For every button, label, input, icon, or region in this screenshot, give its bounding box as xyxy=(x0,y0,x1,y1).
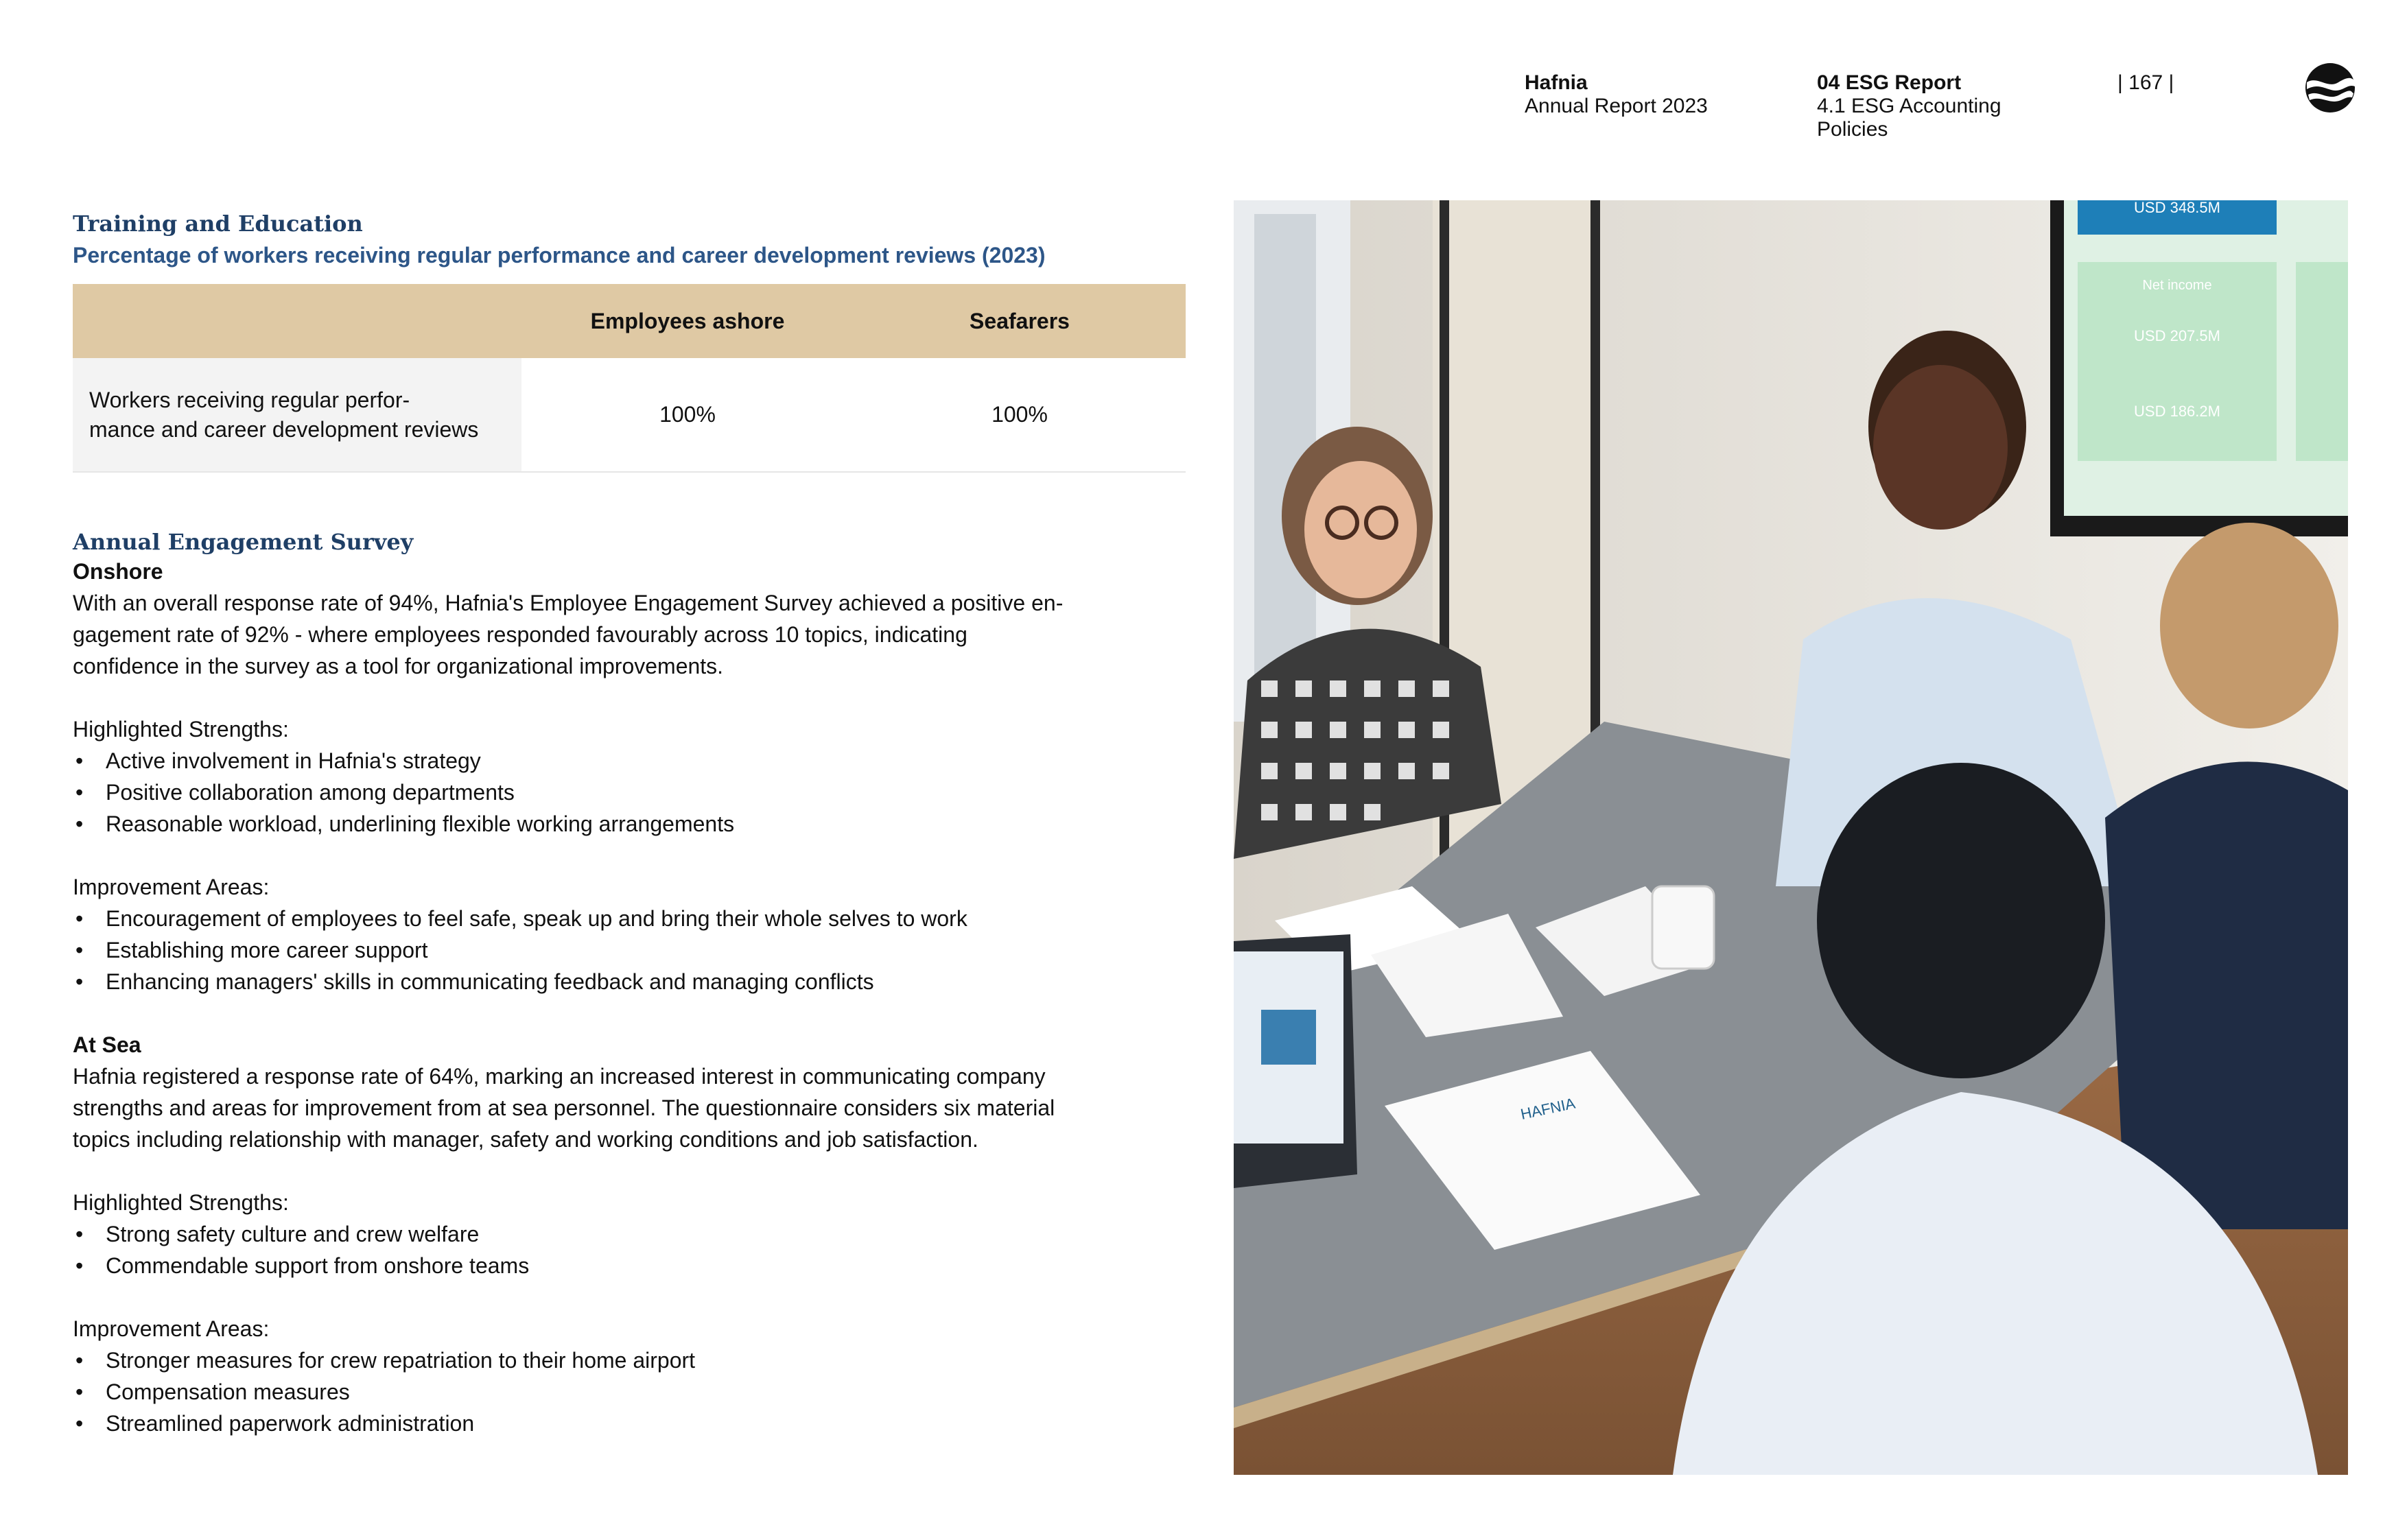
cell-seafarers: 100% xyxy=(854,358,1186,472)
onshore-improvements-list xyxy=(73,903,1198,997)
at-sea-improvements-label: Improvement Areas: xyxy=(73,1316,270,1341)
screen-value-2: USD 186.2M xyxy=(2134,403,2220,420)
header-section xyxy=(1817,71,2023,141)
meeting-photo xyxy=(1234,200,2348,1475)
row-label-line2: mance and career development reviews xyxy=(89,416,479,442)
at-sea-heading: At Sea xyxy=(73,1032,141,1057)
row-label-line1: Workers receiving regular perfor- xyxy=(89,387,410,412)
list-item: • Active involvement in Hafnia's strategy xyxy=(73,745,1198,777)
section-subtitle: 4.1 ESG Accounting Policies xyxy=(1817,95,2001,141)
hafnia-logo-icon xyxy=(2304,62,2356,114)
company-name: Hafnia xyxy=(1525,71,1588,94)
meeting-photo-illustration xyxy=(1234,200,2348,1475)
report-name: Annual Report 2023 xyxy=(1525,95,1708,117)
table-header-seafarers: Seafarers xyxy=(970,308,1070,333)
section-title: 04 ESG Report xyxy=(1817,71,1962,94)
list-item: • Stronger measures for crew repatriation to their home airport xyxy=(73,1344,1198,1376)
onshore-para-line1: With an overall response rate of 94%, Hafnia's Employee Engagement Survey achieved a positive en- xyxy=(73,591,1064,615)
page-number: | 167 | xyxy=(2117,71,2174,94)
at-sea-para-line1: Hafnia registered a response rate of 64%, marking an increased interest in communicating company xyxy=(73,1064,1046,1089)
survey-title: Annual Engagement Survey xyxy=(73,529,414,555)
onshore-strengths-label: Highlighted Strengths: xyxy=(73,717,289,742)
table-row xyxy=(73,358,1186,472)
cell-ashore: 100% xyxy=(521,358,854,472)
at-sea-improvements-list xyxy=(73,1344,1198,1439)
document-brand: HAFNIA xyxy=(1518,1094,1577,1123)
table-header-ashore: Employees ashore xyxy=(590,308,785,333)
onshore-para-line3: confidence in the survey as a tool for organizational improvements. xyxy=(73,654,724,678)
onshore-strengths-list xyxy=(73,745,1198,840)
training-subtitle: Percentage of workers receiving regular performance and career development reviews (2023) xyxy=(73,243,1046,268)
screen-label: Net income xyxy=(2142,278,2212,293)
list-item: • Establishing more career support xyxy=(73,934,1198,966)
at-sea-strengths-label: Highlighted Strengths: xyxy=(73,1190,289,1215)
list-item: • Compensation measures xyxy=(73,1376,1198,1408)
list-item: • Positive collaboration among departments xyxy=(73,777,1198,808)
list-item: • Encouragement of employees to feel safe, speak up and bring their whole selves to work xyxy=(73,903,1198,934)
table-header-empty xyxy=(73,284,521,358)
screen-value-1: USD 207.5M xyxy=(2134,327,2220,344)
list-item: • Commendable support from onshore teams xyxy=(73,1250,1198,1281)
list-item: • Strong safety culture and crew welfare xyxy=(73,1218,1198,1250)
list-item: • Enhancing managers' skills in communicating feedback and managing conflicts xyxy=(73,966,1198,997)
at-sea-para-line2: strengths and areas for improvement from at sea personnel. The questionnaire considers six material xyxy=(73,1095,1055,1120)
list-item: • Streamlined paperwork administration xyxy=(73,1408,1198,1439)
onshore-heading: Onshore xyxy=(73,559,163,584)
table-header-row xyxy=(73,284,1186,358)
at-sea-para-line3: topics including relationship with manager, safety and working conditions and job satisfaction. xyxy=(73,1127,978,1152)
onshore-para-line2: gagement rate of 92% - where employees responded favourably across 10 topics, indicating xyxy=(73,622,967,647)
row-label xyxy=(73,358,521,472)
onshore-improvements-label: Improvement Areas: xyxy=(73,875,270,899)
list-item: • Reasonable workload, underlining flexible working arrangements xyxy=(73,808,1198,840)
header-company xyxy=(1525,71,1708,118)
screen-top-value: USD 348.5M xyxy=(2134,200,2220,216)
at-sea-strengths-list xyxy=(73,1218,1198,1281)
training-title: Training and Education xyxy=(73,211,363,237)
reviews-table xyxy=(73,284,1186,473)
onshore-section xyxy=(73,556,1198,1439)
